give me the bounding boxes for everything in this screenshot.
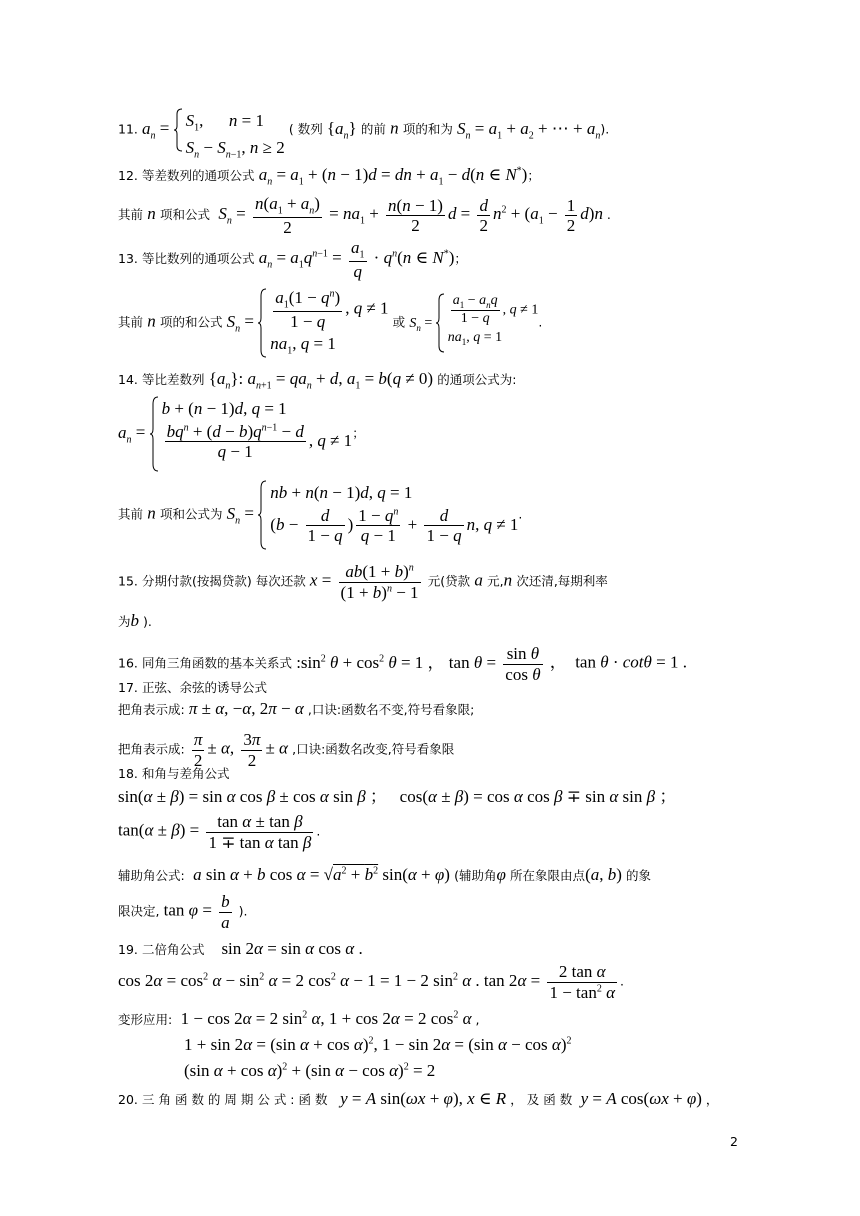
item-15: 15. 分期付款(按揭贷款) 每次还款 x = $\frac{ab(1 + b)^n}{(1 + b)^n - 1}$ 元(贷款 a 元,n 次还清,每期利率 [118, 562, 608, 602]
item-18: 18. 和角与差角公式 [118, 766, 230, 781]
item-13-sum: 其前 n 项的和公式 $S_n$ = $\frac{a_1(1 - q^n)}{1 - q}$ , q ≠ 1 $na_1$, q = 1 或 $S_n$ = $\frac{a_1 - a_nq}{1 - q}$ , q ≠ 1 $na_1$, q = 1 . [118, 288, 543, 357]
item-16: 16. 同角三角函数的基本关系式 $:\sin^2$ $\theta + \cos^2 \theta = 1$ ， tan θ = $\frac{\text{sin θ}}{\text{cos θ}}$ ， tan θ · cotθ = 1 . [118, 644, 687, 684]
item-20: 20. 三 角 函 数 的 周 期 公 式 : 函 数 y = A sin(ωx + φ), x ∈ R ， 及 函 数 y = A cos(ωx + φ) ， [118, 1089, 719, 1108]
item-11: 11. $a_n$ = $S_1$, n = 1 $S_n - S_{n-1}$, n ≥ 2 ( 数列 $\{a_n\}$ 的前 n 项的和为 $S_n = a_1 + a_2$ + ⋯ + $a_n$). [118, 108, 609, 152]
item-19-deform3: (sin α + cos α)$^2$ + (sin α − cos α)$^2$ = 2 [184, 1061, 436, 1080]
item-label: 11. [118, 121, 138, 137]
page-number: 2 [730, 1134, 738, 1149]
item-17: 17. 正弦、余弦的诱导公式 [118, 680, 268, 695]
item-18-l1: sin(α ± β) = sin α cos β ± cos α sin β ； cos(α ± β) = cos α cos β ∓ sin α sin β ； [118, 787, 677, 806]
piecewise-brace: $\frac{a_1(1 - q^n)}{1 - q}$ , q ≠ 1 $na_1$, q = 1 [258, 288, 388, 358]
item-19-deform2: 1 + sin 2α = (sin α + cos α)$^2$, 1 − sin 2α = (sin α − cos α)$^2$ [184, 1035, 572, 1054]
item-18-aux-cont: 限决定, tan φ = $\frac{b}{a}$ ). [118, 892, 248, 932]
item-14-formula: $a_n$ = b + (n − 1)d, q = 1 $\frac{bq^n + (d - b)q^{n-1} - d}{q - 1}$ , q ≠ 1 ； [118, 396, 365, 472]
piecewise-brace: nb + n(n − 1)d, q = 1 (b − $\frac{d}{1 - q}$ ) $\frac{1 - q^n}{q - 1}$ + $\frac{d}{1 - q}$ n, q ≠ 1 [258, 480, 518, 550]
item-19-l1: $\cos 2\alpha = \cos^2 \alpha - \sin^2 \alpha = 2$ $\cos^2 \alpha - 1 = 1 - 2$ $\sin^2 \alpha$ . tan 2α = $\frac{\text{2 tan α}}{1 - \tan^2 \alpha}$ . [118, 962, 624, 1002]
item-12: 12. 等差数列的通项公式 $a_n = a_1 + (n - 1)d$ = dn + $a_1 - d(n$ ∈ N*)； [118, 165, 540, 188]
item-14: 14. 等比差数列 $\{a_n\}$: $a_{n+1} = qa_n + d$, $a_1 = b(q \ne 0)$ 的通项公式为: [118, 369, 517, 392]
item-19-deform: 变形应用: 1 − cos 2α = 2 $\sin^2 \alpha$, 1 + cos 2α = 2 $\cos^2 \alpha$ , [118, 1009, 480, 1028]
item-12-sum: 其前 n 项和公式 $S_n$ = $\frac{n(a_1 + a_n)}{2}$ = $na_1$ + $\frac{n(n - 1)}{2}$ d = $\frac{d}{2}$ $n^2 + (a_1$ − $\frac{1}{2}$ d)n . [118, 194, 611, 237]
item-15-cont: 为b ). [118, 611, 152, 630]
piecewise-brace: b + (n − 1)d, q = 1 $\frac{bq^n + (d - b)q^{n-1} - d}{q - 1}$ , q ≠ 1 [150, 396, 353, 472]
item-18-aux: 辅助角公式: a sin α + b $\cos \alpha = √a^2 + b^2$ sin(α + φ) (辅助角φ 所在象限由点(a, b) 的象 [118, 865, 652, 884]
item-17-l1: 把角表示成: π ± α, −α, 2π − α ,口诀:函数名不变,符号看象限; [118, 699, 475, 718]
item-14-sum: 其前 n 项和公式为 $S_n$ = nb + n(n − 1)d, q = 1 (b − $\frac{d}{1 - q}$ ) $\frac{1 - q^n}{q - 1}$ + $\frac{d}{1 - q}$ n, q ≠ 1 . [118, 480, 522, 550]
item-19: 19. 二倍角公式 sin 2α = sin α cos α . [118, 939, 363, 958]
piecewise-brace: $\frac{a_1 - a_nq}{1 - q}$ , q ≠ 1 $na_1$, q = 1 [436, 293, 539, 353]
item-13: 13. 等比数列的通项公式 $a_n = a_1q^{n-1}$ = $\frac{a_1}{q}$ · $q^n(n$ ∈ N*)； [118, 238, 467, 281]
item-18-l2: tan(α ± β) = $\frac{\text{tan α ± tan β}}{\text{1 ∓ tan α tan β}}$ . [118, 812, 321, 852]
item-17-l2: 把角表示成: $\frac{\pi}{2}$ ± α, $\frac{3\pi}{2}$ ± α ,口诀:函数名改变,符号看象限 [118, 730, 455, 770]
piecewise-brace: $S_1$, n = 1 $S_n - S_{n-1}$, n ≥ 2 [174, 108, 285, 152]
